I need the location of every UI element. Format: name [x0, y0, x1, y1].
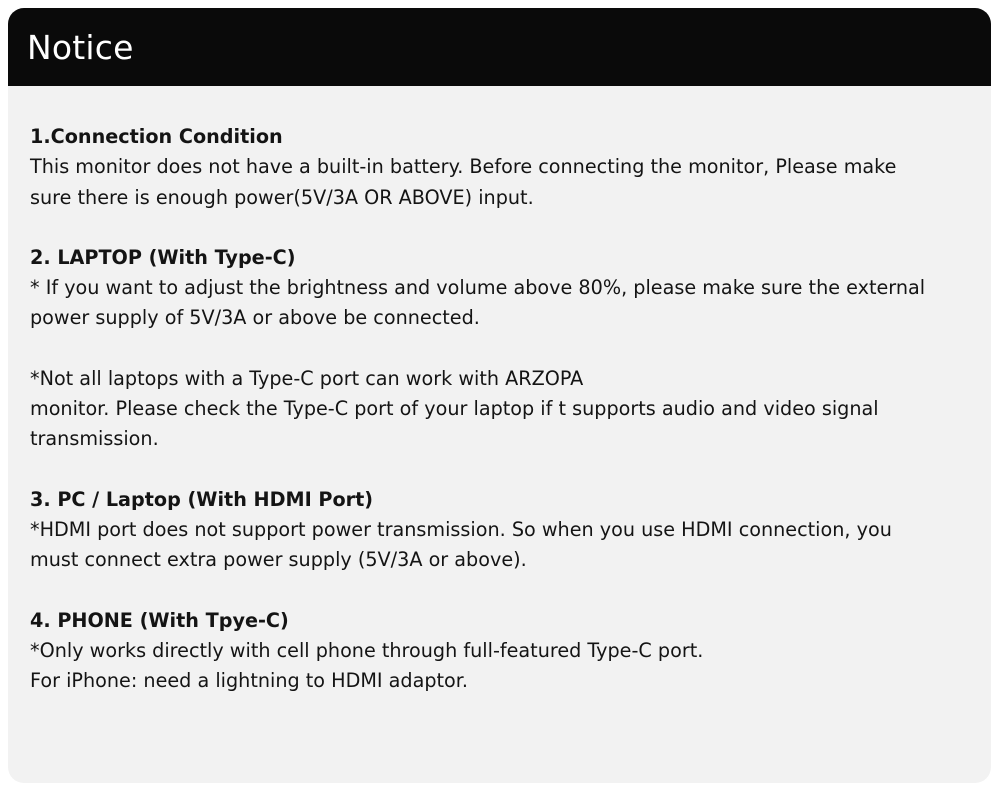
section-heading: 1.Connection Condition — [30, 125, 283, 148]
notice-card — [8, 8, 991, 783]
section-text-line: must connect extra power supply (5V/3A or above). — [30, 548, 527, 572]
section-text-line: This monitor does not have a built-in battery. Before connecting the monitor, Please make — [30, 155, 897, 179]
section-text-line: transmission. — [30, 427, 159, 451]
paragraph-gap — [30, 334, 991, 364]
section-laptop-type-c — [30, 243, 991, 455]
section-text-line: For iPhone: need a lightning to HDMI adaptor. — [30, 669, 469, 693]
section-text-line: sure there is enough power(5V/3A OR ABOVE) input. — [30, 185, 534, 209]
notice-title: Notice — [27, 27, 134, 67]
section-text-line: * If you want to adjust the brightness and volume above 80%, please make sure the external — [30, 276, 926, 300]
section-heading: 2. LAPTOP (With Type-C) — [30, 245, 296, 269]
section-text-line: power supply of 5V/3A or above be connected. — [30, 306, 480, 330]
section-text-line: *Only works directly with cell phone through full-featured Type-C port. — [30, 638, 704, 662]
notice-header — [8, 8, 991, 86]
section-text-line: *HDMI port does not support power transmission. So when you use HDMI connection, you — [30, 517, 892, 541]
section-connection-condition — [30, 122, 991, 213]
section-heading: 3. PC / Laptop (With HDMI Port) — [30, 487, 374, 511]
section-phone-type-c — [30, 606, 991, 697]
section-text-line: *Not all laptops with a Type-C port can work with ARZOPA — [30, 366, 584, 390]
section-pc-laptop-hdmi — [30, 485, 991, 576]
section-heading: 4. PHONE (With Tpye-C) — [30, 608, 289, 632]
section-text-line: monitor. Please check the Type-C port of your laptop if t supports audio and video signal — [30, 397, 879, 421]
notice-content — [8, 86, 991, 696]
